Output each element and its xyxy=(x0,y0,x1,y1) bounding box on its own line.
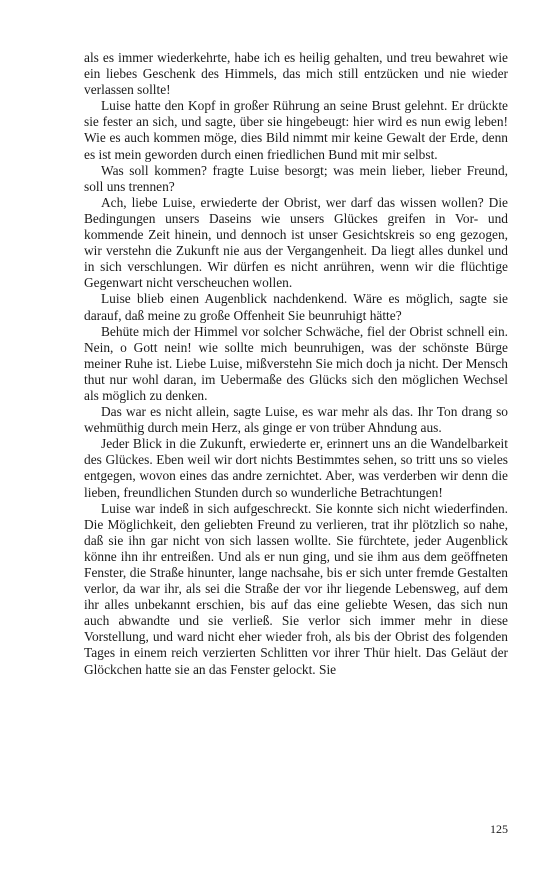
paragraph-continued: als es immer wiederkehrte, habe ich es heilig gehalten, und treu bewahret wie ein liebes Geschenk des Himmels, das mich still entzücken und nie wieder verlassen sollte! xyxy=(84,50,508,98)
paragraph: Ach, liebe Luise, erwiederte der Obrist, wer darf das wissen wollen? Die Bedingungen unsers Daseins wie unsers Glückes greifen in Vor- und kommende Zeit hinein, und dennoch ist unser Gesichtskreis so eng gezogen, wir verstehn die Zukunft nie aus der Vergangenheit. Da liegt alles dunkel und in sich verschlungen. Wir dürfen es nicht anrühren, wenn wir die flüchtige Gegenwart nicht verscheuchen wollen. xyxy=(84,194,508,291)
paragraph: Behüte mich der Himmel vor solcher Schwäche, fiel der Obrist schnell ein. Nein, o Gott nein! wie sollte mich beunruhigen, was der schönste Bürge meiner Ruhe ist. Liebe Luise, mißverstehn Sie mich doch ja nicht. Der Mensch thut nur wohl daran, im Uebermaße des Glücks sich den möglichen Wechsel als möglich zu denken. xyxy=(84,323,508,403)
paragraph: Was soll kommen? fragte Luise besorgt; was mein lieber, lieber Freund, soll uns trennen? xyxy=(84,162,508,194)
paragraph: Luise war indeß in sich aufgeschreckt. Sie konnte sich nicht wiederfinden. Die Möglichkeit, den geliebten Freund zu verlieren, trat ihr plötzlich so nahe, daß sie ihn gar nicht von sich lassen wollte. Sie fürchtete, jeder Augenblick könne ihn ihr entreißen. Und als er nun ging, und sie ihm aus dem geöffneten Fenster, die Straße hinunter, lange nachsahe, bis er sich unter fremde Gestalten verlor, da war ihr, als sei die Straße der vor ihr liegende Lebensweg, auf dem ihr alles unbekannt erschien, bis auf das eine geliebte Wesen, das sich nun auch abwandte und sie verließ. Sie verlor sich immer mehr in diese Vorstellung, und ward nicht eher wieder froh, als bis der Obrist des folgenden Tages in einem reich verzierten Schlitten vor ihrer Thür hielt. Das Geläut der Glöckchen hatte sie an das Fenster gelockt. Sie xyxy=(84,500,508,677)
page-number: 125 xyxy=(490,822,508,836)
paragraph: Das war es nicht allein, sagte Luise, es war mehr als das. Ihr Ton drang so wehmüthig durch mein Herz, als ginge er von trüber Ahndung aus. xyxy=(84,404,508,436)
paragraph: Jeder Blick in die Zukunft, erwiederte er, erinnert uns an die Wandelbarkeit des Glückes. Eben weil wir dort nichts Bestimmtes sehen, so tritt uns so vieles entgegen, wovon eines das andre zernichtet. Aber, was verderben wir denn die lieben, freundlichen Stunden durch so wunderliche Betrachtungen! xyxy=(84,436,508,500)
body-text xyxy=(84,50,508,678)
paragraph: Luise hatte den Kopf in großer Rührung an seine Brust gelehnt. Er drückte sie fester an sich, und sagte, über sie hingebeugt: hier wird es nun ewig leben! Wie es auch kommen möge, dies Bild nimmt mir keine Gewalt der Erde, denn es ist mein geworden durch einen friedlichen Bund mit mir selbst. xyxy=(84,98,508,162)
paragraph: Luise blieb einen Augenblick nachdenkend. Wäre es möglich, sagte sie darauf, daß meine zu große Offenheit Sie beunruhigt hätte? xyxy=(84,291,508,323)
